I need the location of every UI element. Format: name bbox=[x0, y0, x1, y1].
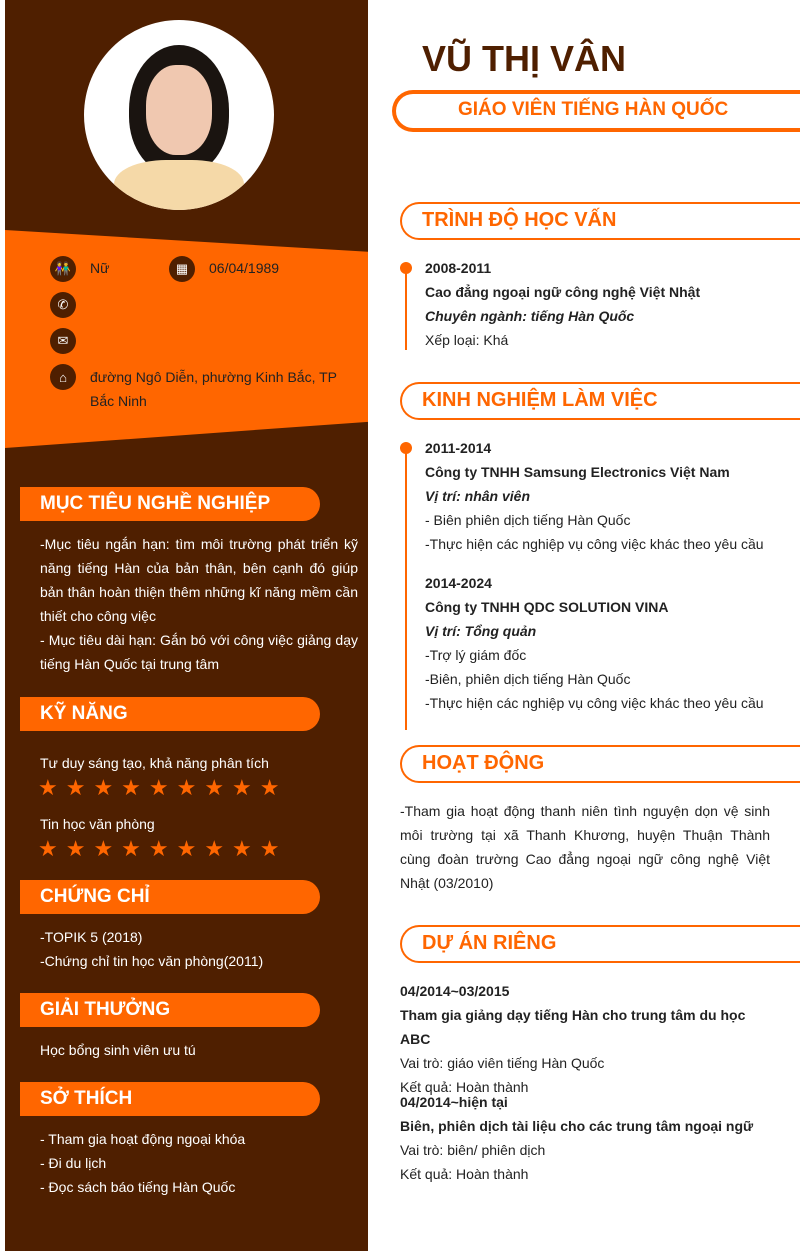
job-entry: 2014-2024 Công ty TNHH QDC SOLUTION VINA Vị trí: Tổng quản -Trợ lý giám đốc -Biên, phiên dịch tiếng Hàn Quốc -Thực hiện các nghiệp vụ công việc khác theo yêu cầu bbox=[425, 575, 764, 711]
projects-heading: DỰ ÁN RIÊNG bbox=[400, 925, 800, 963]
email-icon: ✉ bbox=[50, 328, 76, 354]
job-entry: 2011-2014 Công ty TNHH Samsung Electronics Việt Nam Vị trí: nhân viên - Biên phiên dịch tiếng Hàn Quốc -Thực hiện các nghiệp vụ công việc khác theo yêu cầu bbox=[425, 440, 764, 552]
calendar-icon: ▦ bbox=[169, 256, 195, 282]
activities-heading: HOẠT ĐỘNG bbox=[400, 745, 800, 783]
objective-heading: MỤC TIÊU NGHỀ NGHIỆP bbox=[20, 487, 320, 521]
skill-label: Tin học văn phòng bbox=[40, 816, 155, 832]
education-heading: TRÌNH ĐỘ HỌC VẤN bbox=[400, 202, 800, 240]
job-title: GIÁO VIÊN TIẾNG HÀN QUỐC bbox=[392, 90, 800, 132]
timeline-line bbox=[405, 268, 407, 350]
timeline-dot bbox=[400, 442, 412, 454]
objective-text: -Mục tiêu ngắn hạn: tìm môi trường phát triển kỹ năng tiếng Hàn của bản thân, bên cạnh đó giúp bản thân hoàn thiện thêm những kĩ năng mềm cần thiết cho công việc - Mục tiêu dài hạn: Gắn bó với công việc giảng dạy tiếng Hàn Quốc tại trung tâm bbox=[40, 536, 358, 672]
candidate-name: VŨ THỊ VÂN bbox=[422, 38, 627, 79]
awards-heading: GIẢI THƯỞNG bbox=[20, 993, 320, 1027]
home-icon: ⌂ bbox=[50, 364, 76, 390]
birth-date: 06/04/1989 bbox=[209, 260, 280, 276]
hobbies-heading: SỞ THÍCH bbox=[20, 1082, 320, 1116]
project-entry: 04/2014~hiện tại Biên, phiên dịch tài liệu cho các trung tâm ngoại ngữ Vai trò: biên/ phiên dịch Kết quả: Hoàn thành bbox=[400, 1094, 754, 1182]
gender-icon: 👫 bbox=[50, 256, 76, 282]
profile-photo bbox=[84, 20, 274, 210]
certs-heading: CHỨNG CHỈ bbox=[20, 880, 320, 914]
timeline-dot bbox=[400, 262, 412, 274]
award-item: Học bổng sinh viên ưu tú bbox=[40, 1042, 196, 1058]
activities-text: -Tham gia hoạt động thanh niên tình nguyện dọn vệ sinh môi trường tại xã Thanh Khương, huyện Thuận Thành cùng đoàn trường Cao đẳng ngoại ngữ công nghệ Việt Nhật (03/2010) bbox=[400, 803, 770, 891]
certs-list: -TOPIK 5 (2018) -Chứng chỉ tin học văn phòng(2011) bbox=[40, 929, 264, 969]
skill-label: Tư duy sáng tạo, khả năng phân tích bbox=[40, 755, 269, 771]
skill-rating-stars: ★★★★★★★★★ bbox=[38, 836, 288, 861]
project-entry: 04/2014~03/2015 Tham gia giảng dạy tiếng Hàn cho trung tâm du học ABC Vai trò: giáo viên tiếng Hàn Quốc Kết quả: Hoàn thành bbox=[400, 983, 746, 1095]
gender: Nữ bbox=[90, 260, 110, 276]
skills-heading: KỸ NĂNG bbox=[20, 697, 320, 731]
hobbies-list: - Tham gia hoạt động ngoại khóa - Đi du lịch - Đọc sách báo tiếng Hàn Quốc bbox=[40, 1131, 246, 1195]
skill-rating-stars: ★★★★★★★★★ bbox=[38, 775, 288, 800]
address: đường Ngô Diễn, phường Kinh Bắc, TP Bắc Ninh bbox=[90, 369, 337, 409]
experience-heading: KINH NGHIỆM LÀM VIỆC bbox=[400, 382, 800, 420]
timeline-line bbox=[405, 448, 407, 730]
education-entry: 2008-2011 Cao đẳng ngoại ngữ công nghệ Việt Nhật Chuyên ngành: tiếng Hàn Quốc Xếp loại: Khá bbox=[425, 260, 701, 348]
phone-icon: ✆ bbox=[50, 292, 76, 318]
